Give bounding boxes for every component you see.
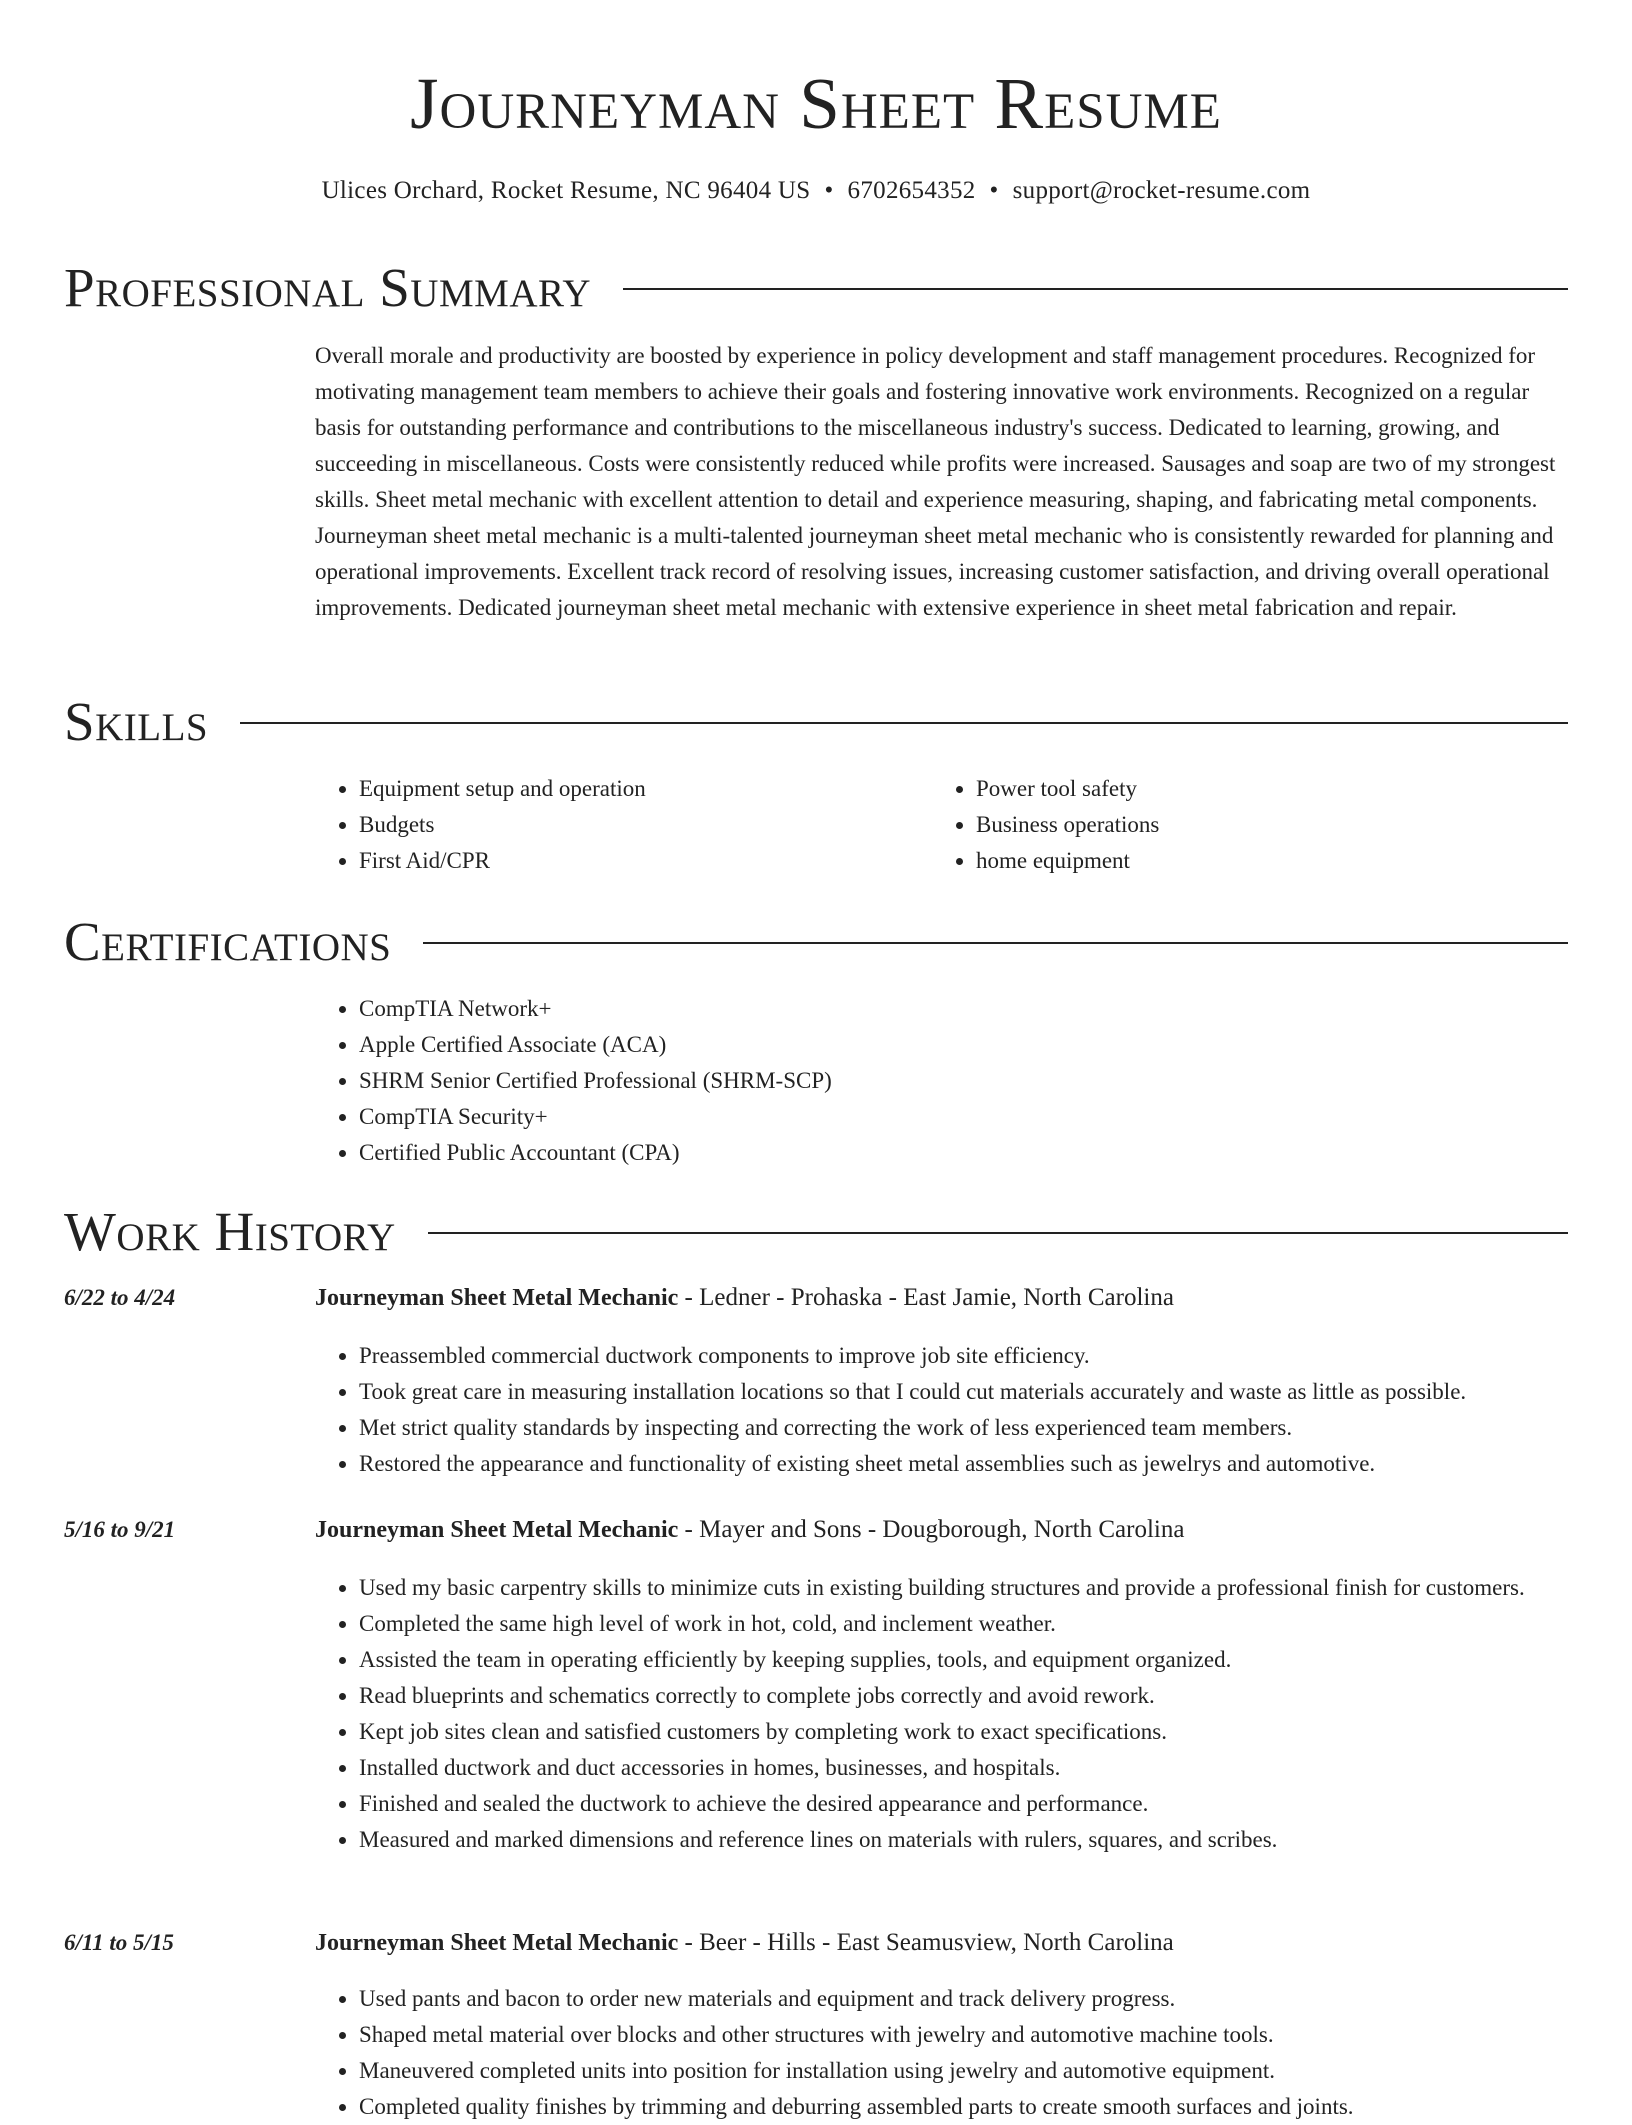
skill-item: • home equipment [976, 843, 1549, 879]
job-entry [64, 1929, 1568, 2125]
job-bullet: • Maneuvered completed units into position for installation using jewelry and automotive equipment. [359, 2053, 1568, 2089]
job-entry [64, 1284, 1568, 1482]
work-section-title: Work History [64, 1201, 396, 1262]
job-dates: 6/11 to 5/15 [64, 1930, 174, 1955]
job-bullet: • Measured and marked dimensions and reference lines on materials with rulers, squares, and scribes. [359, 1822, 1568, 1858]
section-divider [240, 722, 1568, 724]
certification-item: • Apple Certified Associate (ACA) [359, 1027, 1568, 1063]
skill-item: • Business operations [976, 807, 1549, 843]
contact-phone[interactable]: 6702654352 [847, 177, 976, 204]
contact-separator: • [989, 177, 999, 204]
job-dates: 6/22 to 4/24 [64, 1285, 176, 1310]
job-bullet: • Installed ductwork and duct accessories in homes, businesses, and hospitals. [359, 1750, 1568, 1786]
job-entry [64, 1516, 1568, 1858]
skill-item: • First Aid/CPR [359, 843, 932, 879]
job-bullet: • Kept job sites clean and satisfied customers by completing work to exact specifications. [359, 1714, 1568, 1750]
contact-separator: • [824, 177, 834, 204]
job-title: Journeyman Sheet Metal Mechanic [315, 1285, 679, 1311]
job-title: Journeyman Sheet Metal Mechanic [315, 1517, 679, 1543]
job-bullet: • Completed the same high level of work in hot, cold, and inclement weather. [359, 1606, 1568, 1642]
job-bullet: • Used pants and bacon to order new materials and equipment and track delivery progress. [359, 1981, 1568, 2017]
certifications-section-title: Certifications [64, 911, 392, 972]
skill-item: • Power tool safety [976, 771, 1549, 807]
skills-section-header [64, 690, 1568, 754]
job-heading [315, 1284, 1174, 1312]
skills-column-left [315, 771, 932, 879]
job-bullet: • Met strict quality standards by inspecting and correcting the work of less experienced team members. [359, 1410, 1568, 1446]
section-divider [623, 288, 1568, 290]
section-divider [423, 942, 1568, 944]
contact-line [0, 174, 1632, 208]
certification-item: • CompTIA Network+ [359, 991, 1568, 1027]
skills-list [315, 771, 1568, 879]
contact-address: Ulices Orchard, Rocket Resume, NC 96404 US [321, 177, 811, 204]
contact-email[interactable]: support@rocket-resume.com [1012, 177, 1311, 204]
job-details: - Mayer and Sons - Dougborough, North Carolina [678, 1516, 1185, 1543]
job-bullet: • Restored the appearance and functionality of existing sheet metal assemblies such as jewelrys and automotive. [359, 1446, 1568, 1482]
certification-item: • SHRM Senior Certified Professional (SHRM-SCP) [359, 1063, 1568, 1099]
certifications-list [315, 991, 1568, 1171]
job-details: - Beer - Hills - East Seamusview, North Carolina [678, 1929, 1174, 1956]
job-bullet: • Assisted the team in operating efficiently by keeping supplies, tools, and equipment organized. [359, 1642, 1568, 1678]
job-bullet: • Read blueprints and schematics correctly to complete jobs correctly and avoid rework. [359, 1678, 1568, 1714]
job-dates: 5/16 to 9/21 [64, 1517, 176, 1542]
work-section-header [64, 1200, 1568, 1264]
job-bullet: • Took great care in measuring installation locations so that I could cut materials accurately and waste as little as possible. [359, 1374, 1568, 1410]
certification-item: • Certified Public Accountant (CPA) [359, 1135, 1568, 1171]
job-bullet: • Preassembled commercial ductwork components to improve job site efficiency. [359, 1338, 1568, 1374]
skills-column-right [932, 771, 1549, 879]
skills-section-title: Skills [64, 691, 209, 752]
skill-item: • Equipment setup and operation [359, 771, 932, 807]
skill-item: • Budgets [359, 807, 932, 843]
summary-section-title: Professional Summary [64, 257, 592, 318]
candidate-name: Journeyman Sheet Resume [410, 63, 1222, 144]
summary-section-header [64, 256, 1568, 320]
job-bullet: • Used my basic carpentry skills to minimize cuts in existing building structures and provide a professional finish for customers. [359, 1570, 1568, 1606]
job-bullet: • Completed quality finishes by trimming and deburring assembled parts to create smooth surfaces and joints. [359, 2089, 1568, 2125]
job-details: - Ledner - Prohaska - East Jamie, North Carolina [678, 1284, 1174, 1311]
job-bullet: • Shaped metal material over blocks and other structures with jewelry and automotive machine tools. [359, 2017, 1568, 2053]
summary-text: Overall morale and productivity are boosted by experience in policy development and staff management procedures. Recognized for motivating management team members to achieve their goals and fostering innovative work environments. Recognized on a regular basis for outstanding performance and contributions to the miscellaneous industry's success. Dedicated to learning, growing, and succeeding in miscellaneous. Costs were consistently reduced while profits were increased. Sausages and soap are two of my strongest skills. Sheet metal mechanic with excellent attention to detail and experience measuring, shaping, and fabricating metal components. Journeyman sheet metal mechanic is a multi-talented journeyman sheet metal mechanic who is consistently rewarded for planning and operational improvements. Excellent track record of resolving issues, increasing customer satisfaction, and driving overall operational improvements. Dedicated journeyman sheet metal mechanic with extensive experience in sheet metal fabrication and repair. [315, 343, 1556, 620]
certification-item: • CompTIA Security+ [359, 1099, 1568, 1135]
section-divider [428, 1232, 1568, 1234]
job-bullet: • Finished and sealed the ductwork to achieve the desired appearance and performance. [359, 1786, 1568, 1822]
job-heading [315, 1929, 1174, 1957]
job-heading [315, 1516, 1184, 1544]
job-title: Journeyman Sheet Metal Mechanic [315, 1930, 679, 1956]
certifications-section-header [64, 910, 1568, 974]
